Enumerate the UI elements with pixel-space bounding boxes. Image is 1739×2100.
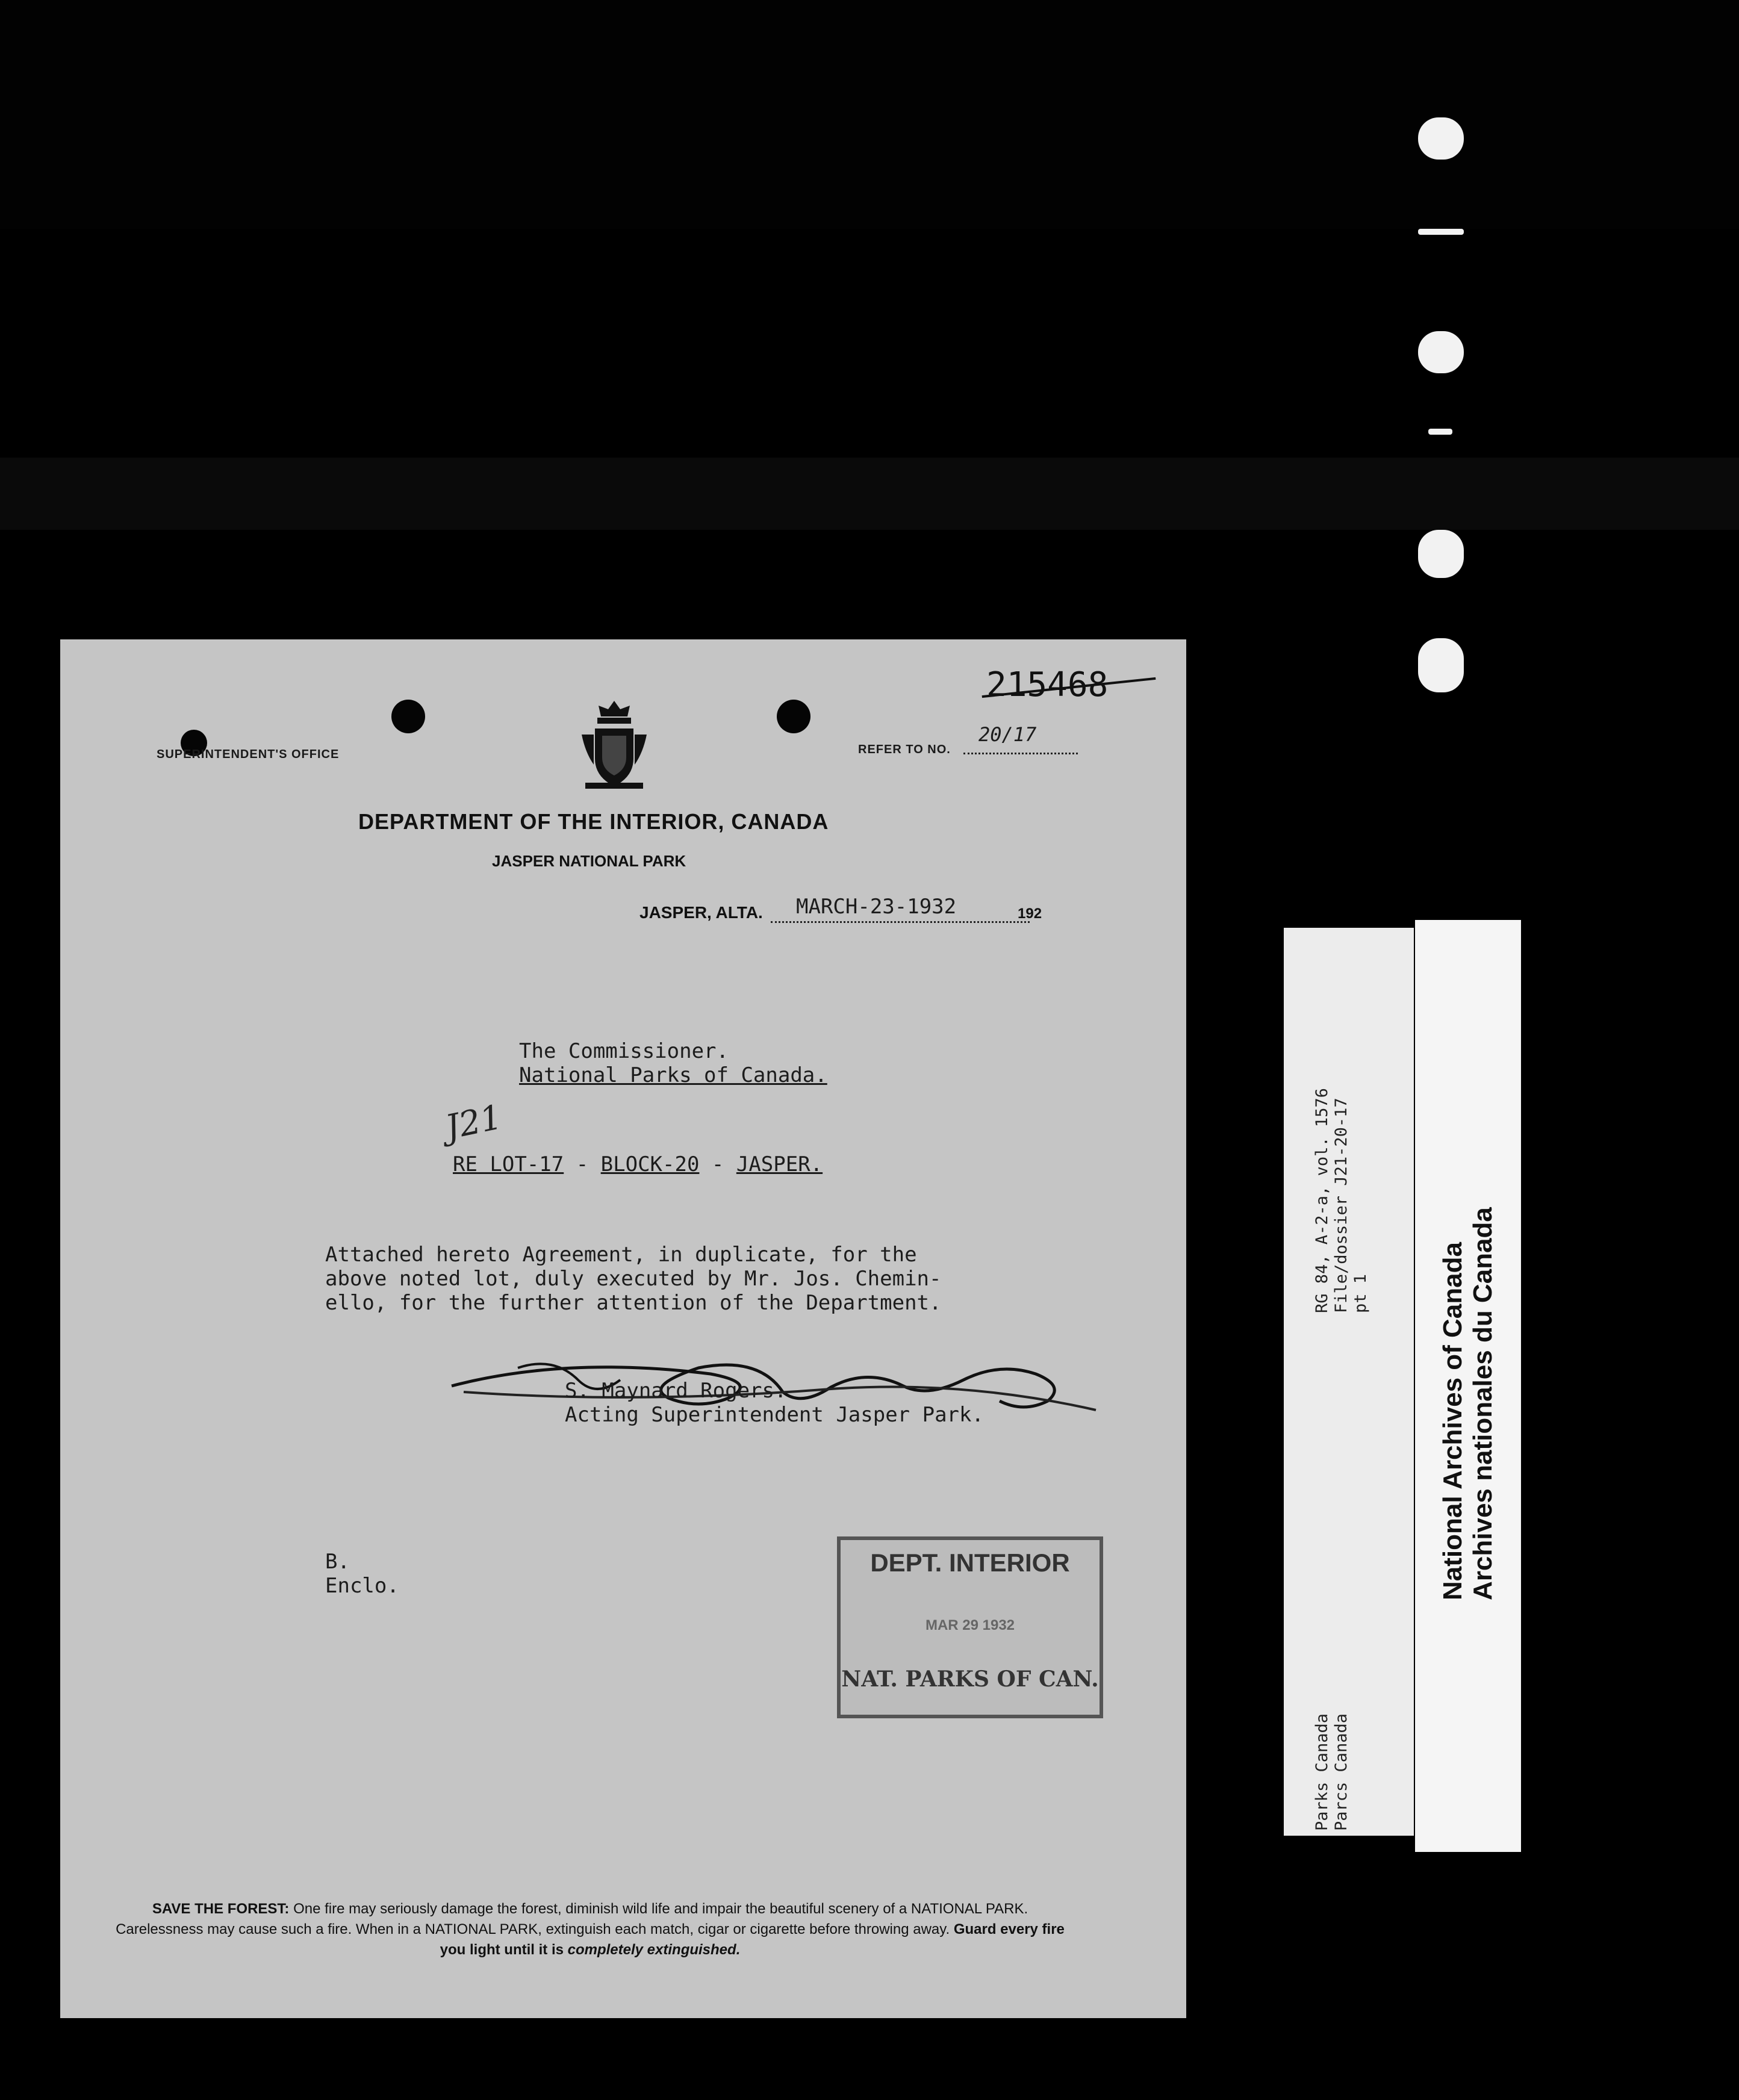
- typist-initial: B.: [325, 1550, 350, 1574]
- letter-sheet: [60, 639, 1186, 2018]
- year-prefix: 192: [1018, 906, 1042, 922]
- refer-to-label: REFER TO NO.: [858, 743, 951, 756]
- footer-text-1: One fire may seriously damage the forest, diminish wild life and impair the beautiful scenery of a NATIONAL PARK. Carelessness may cause such a fire. When in a NATIONAL PARK, extinguish each match, cigar or cigarette before throwing away.: [116, 1901, 1028, 1937]
- refer-to-underline: [963, 753, 1078, 754]
- stamp-department: DEPT. INTERIOR: [870, 1549, 1070, 1577]
- park-heading: JASPER NATIONAL PARK: [492, 852, 686, 870]
- file-number: 215468: [986, 665, 1109, 704]
- frame-mark-5: [1418, 530, 1464, 578]
- signatory-name: S. Maynard Rogers.: [565, 1379, 787, 1403]
- frame-mark-3: [1418, 331, 1464, 373]
- frame-mark-6: [1418, 638, 1464, 692]
- body-line-1: Attached hereto Agreement, in duplicate, for the: [325, 1243, 917, 1267]
- date-underline: [771, 921, 1030, 923]
- refer-to-value: 20/17: [978, 723, 1037, 746]
- footer-lead: SAVE THE FOREST:: [152, 1901, 290, 1917]
- frame-mark-4: [1428, 429, 1452, 435]
- national-archives-label: [1415, 920, 1521, 1852]
- stamp-date: MAR 29 1932: [925, 1617, 1015, 1633]
- archive-reference-label: [1284, 928, 1414, 1836]
- subject-line: [453, 1152, 823, 1176]
- letter-date: MARCH-23-1932: [796, 895, 957, 919]
- archive-reference-line-2: File/dossier J21-20-17: [1332, 1098, 1351, 1313]
- film-band-middle: [0, 458, 1739, 530]
- subject-dash-1: -: [564, 1152, 601, 1176]
- subject-place: JASPER.: [736, 1152, 823, 1176]
- marginal-note: J21: [442, 1097, 506, 1148]
- archive-reference-line-1: RG 84, A-2-a, vol. 1576: [1313, 1088, 1331, 1313]
- body-line-3: ello, for the further attention of the Department.: [325, 1291, 942, 1315]
- archive-reference-line-3: pt 1: [1351, 1273, 1370, 1313]
- frame-mark-2: [1418, 229, 1464, 235]
- body-line-2: above noted lot, duly executed by Mr. Jos. Chemin-: [325, 1267, 942, 1291]
- film-band-top: [0, 0, 1739, 229]
- archive-agency-line-2: Parcs Canada: [1332, 1713, 1351, 1831]
- save-the-forest-footer: [108, 1899, 1072, 1960]
- punch-hole-left: [391, 700, 425, 733]
- recipient-line-1: The Commissioner.: [519, 1039, 729, 1063]
- archive-agency-line-1: Parks Canada: [1313, 1713, 1331, 1831]
- recipient-line-2: National Parks of Canada.: [519, 1063, 827, 1087]
- archives-name-english: National Archives of Canada: [1438, 1242, 1467, 1600]
- place-label: JASPER, ALTA.: [639, 903, 763, 922]
- subject-re: RE LOT-17: [453, 1152, 564, 1176]
- superintendents-office-label: SUPERINTENDENT'S OFFICE: [157, 748, 340, 761]
- subject-block: BLOCK-20: [600, 1152, 700, 1176]
- archives-name-french: Archives nationales du Canada: [1468, 1207, 1498, 1600]
- footer-text-3: completely extinguished.: [567, 1942, 741, 1958]
- frame-mark-1: [1418, 117, 1464, 160]
- coat-of-arms-icon: [577, 698, 652, 792]
- stamp-branch: NAT. PARKS OF CAN.: [841, 1667, 1099, 1692]
- signatory-title: Acting Superintendent Jasper Park.: [565, 1403, 984, 1427]
- received-stamp: [837, 1536, 1103, 1718]
- department-heading: DEPARTMENT OF THE INTERIOR, CANADA: [358, 809, 829, 834]
- subject-dash-2: -: [699, 1152, 736, 1176]
- enclosure-note: Enclo.: [325, 1574, 399, 1598]
- punch-hole-right: [777, 700, 810, 733]
- footer-text-2: Guard every fire you light until it is: [440, 1921, 1065, 1958]
